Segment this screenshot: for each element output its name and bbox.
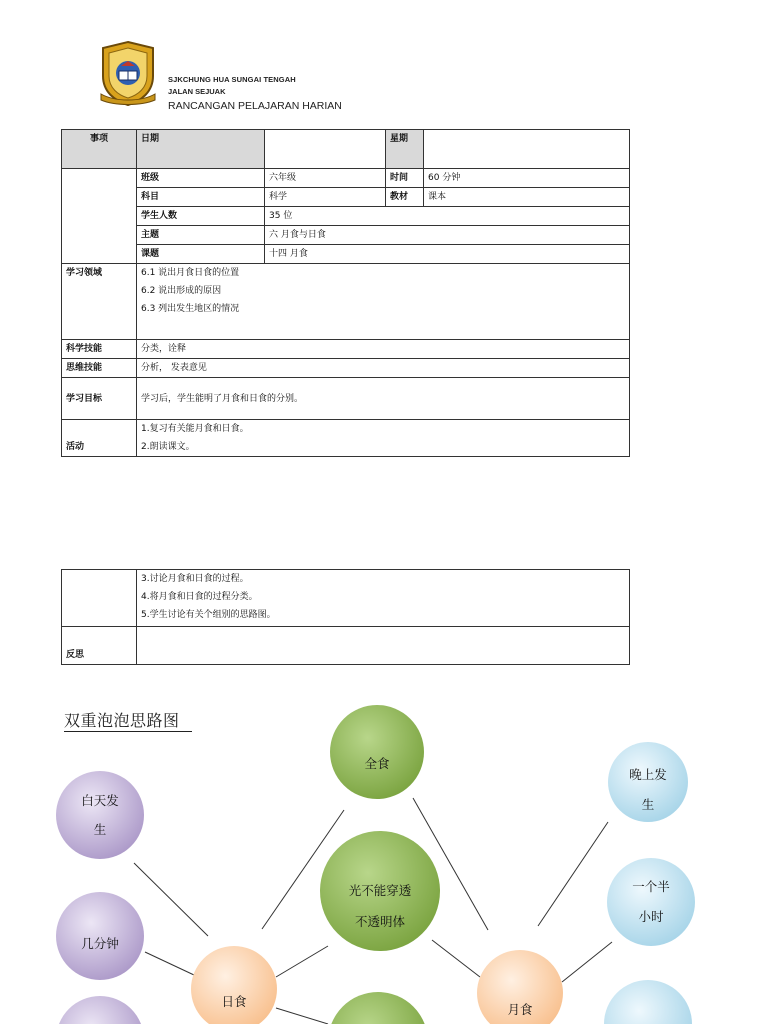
date-value	[265, 130, 386, 169]
learning-area-list	[137, 264, 630, 340]
shared-bubble-total-label: 全食	[364, 756, 390, 771]
activity-item: 5.学生讨论有关个组别的思路图。	[141, 610, 276, 620]
time-label: 时间	[386, 169, 424, 188]
connector-line	[538, 822, 608, 926]
right-bubble-night-line1: 晚上发	[629, 767, 667, 782]
thinking-skill-value: 分析， 发表意见	[137, 359, 630, 378]
topic-bubble-solar-eclipse	[191, 946, 277, 1024]
students-label: 学生人数	[137, 207, 265, 226]
left-bubble-minutes-label: 几分钟	[81, 936, 119, 951]
connector-line	[276, 1008, 328, 1024]
time-value: 60 分钟	[424, 169, 630, 188]
material-value: 课本	[424, 188, 630, 207]
shared-bubble-light-line1: 光不能穿透	[348, 883, 412, 898]
activity-item: 3.讨论月食和日食的过程。	[141, 574, 249, 584]
left-bubble-daytime	[56, 771, 144, 859]
left-bubble-bottom	[56, 996, 144, 1024]
day-label: 星期	[386, 130, 424, 169]
thinking-skill-label: 思维技能	[62, 359, 137, 378]
double-bubble-map	[0, 690, 768, 1024]
right-bubble-bottom	[604, 980, 692, 1024]
topic-lunar-eclipse-label: 月食	[507, 1002, 533, 1017]
document-title: RANCANGAN PELAJARAN HARIAN	[168, 100, 342, 112]
right-bubble-night-line2: 生	[641, 797, 655, 812]
activity-list	[137, 420, 630, 457]
learning-area-item: 6.3 列出发生地区的情况	[141, 304, 240, 314]
connector-line	[145, 952, 194, 975]
objective-label: 学习目标	[62, 378, 137, 420]
blank-cell	[62, 169, 137, 264]
theme-value: 六 月食与日食	[265, 226, 630, 245]
activity-item: 4.将月食和日食的过程分类。	[141, 592, 258, 602]
topic-label: 课题	[137, 245, 265, 264]
science-skill-value: 分类，诠释	[137, 340, 630, 359]
connector-line	[432, 940, 480, 977]
topic-solar-eclipse-label: 日食	[221, 994, 247, 1009]
blank-cell	[62, 570, 137, 627]
theme-label: 主题	[137, 226, 265, 245]
connector-line	[134, 863, 208, 936]
school-crest-logo	[97, 40, 159, 106]
left-bubble-daytime-line2: 生	[93, 822, 107, 837]
connector-line	[562, 942, 612, 982]
lesson-plan-table	[61, 129, 630, 457]
school-address: JALAN SEJUAK	[168, 87, 226, 96]
day-value	[424, 130, 630, 169]
lesson-plan-table-continued	[61, 569, 630, 665]
subject-label: 科目	[137, 188, 265, 207]
connector-line	[276, 946, 328, 977]
class-label: 班级	[137, 169, 265, 188]
reflection-value	[137, 627, 630, 665]
right-bubble-duration-line1: 一个半	[632, 879, 670, 894]
objective-value: 学习后，学生能明了月食和日食的分别。	[137, 378, 630, 420]
mindmap-title: 双重泡泡思路图	[64, 711, 180, 730]
activity-item: 1.复习有关能月食和日食。	[141, 424, 249, 434]
subject-value: 科学	[265, 188, 386, 207]
material-label: 教材	[386, 188, 424, 207]
learning-area-label: 学习领域	[62, 264, 137, 340]
activity-list-continued	[137, 570, 630, 627]
right-bubble-duration	[607, 858, 695, 946]
shared-bubble-total	[330, 705, 424, 799]
learning-area-item: 6.2 说出形成的原因	[141, 286, 222, 296]
class-value: 六年级	[265, 169, 386, 188]
item-header: 事项	[62, 130, 137, 169]
students-value: 35 位	[265, 207, 630, 226]
date-label: 日期	[137, 130, 265, 169]
right-bubble-duration-line2: 小时	[638, 909, 664, 924]
shared-bubble-bottom	[328, 992, 428, 1024]
learning-area-item: 6.1 说出月食日食的位置	[141, 268, 240, 278]
left-bubble-daytime-line1: 白天发	[81, 793, 119, 808]
activity-item: 2.朗读课文。	[141, 442, 195, 452]
reflection-label: 反思	[62, 627, 137, 665]
activity-label: 活动	[62, 420, 137, 457]
topic-value: 十四 月食	[265, 245, 630, 264]
shared-bubble-light-line2: 不透明体	[354, 914, 406, 929]
school-name: SJKCHUNG HUA SUNGAI TENGAH	[168, 75, 296, 84]
science-skill-label: 科学技能	[62, 340, 137, 359]
